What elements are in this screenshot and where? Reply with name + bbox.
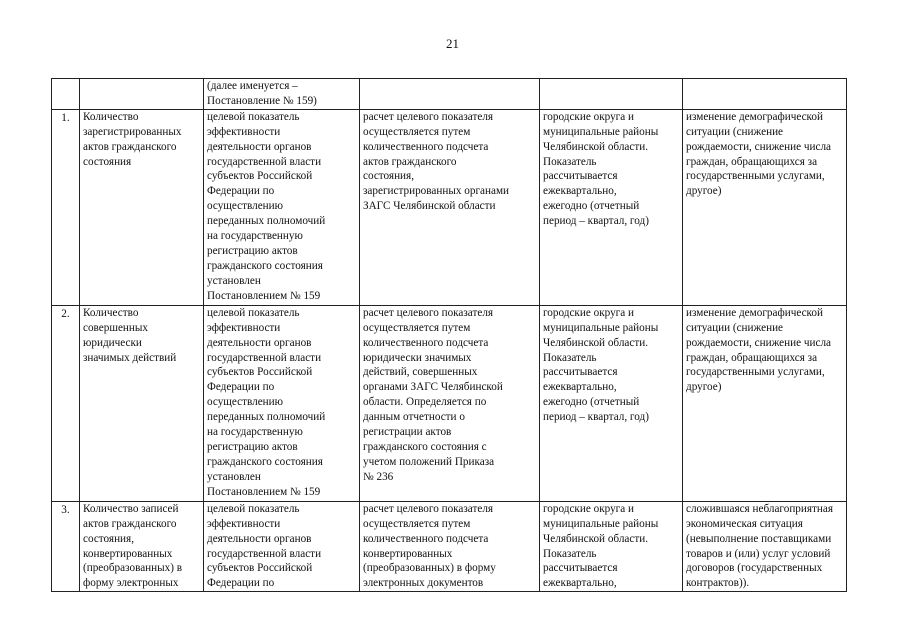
factors-cell: сложившаяся неблагоприятная экономическая ситуация (невыполнение поставщиками товаров и (или) услуг условий договоров (государственных контрактов)). bbox=[683, 501, 847, 591]
factors-cell: изменение демографической ситуации (снижение рождаемости, снижение числа граждан, обращающихся за государственными услугами, другое) bbox=[683, 109, 847, 305]
frequency-cell: городские округа и муниципальные районы Челябинской области. Показатель рассчитывается ежеквартально, ежегодно (отчетный период – квартал, год) bbox=[540, 305, 683, 501]
row-number: 2. bbox=[52, 305, 80, 501]
indicator-cell: Количество зарегистрированных актов гражданского состояния bbox=[80, 109, 204, 305]
table-row bbox=[52, 501, 847, 591]
basis-cell: целевой показатель эффективности деятельности органов государственной власти субъектов Российской Федерации по bbox=[204, 501, 360, 591]
page-number: 21 bbox=[446, 36, 459, 51]
basis-cell: целевой показатель эффективности деятельности органов государственной власти субъектов Российской Федерации по осуществлению переданных полномочий на государственную регистрацию актов гражданского состояния установлен Постановлением № 159 bbox=[204, 109, 360, 305]
method-cell: расчет целевого показателя осуществляется путем количественного подсчета конвертированных (преобразованных) в форму электронных документов bbox=[360, 501, 540, 591]
table-row bbox=[52, 305, 847, 501]
method-cell bbox=[360, 79, 540, 110]
indicator-cell: Количество совершенных юридически значимых действий bbox=[80, 305, 204, 501]
frequency-cell: городские округа и муниципальные районы Челябинской области. Показатель рассчитывается ежеквартально, bbox=[540, 501, 683, 591]
factors-cell bbox=[683, 79, 847, 110]
row-number: 1. bbox=[52, 109, 80, 305]
table-row bbox=[52, 109, 847, 305]
indicator-cell: Количество записей актов гражданского состояния, конвертированных (преобразованных) в форму электронных bbox=[80, 501, 204, 591]
method-cell: расчет целевого показателя осуществляется путем количественного подсчета юридически значимых действий, совершенных органами ЗАГС Челябинской области. Определяется по данным отчетности о регистрации актов гражданского состояния с учетом положений Приказа № 236 bbox=[360, 305, 540, 501]
basis-cell: целевой показатель эффективности деятельности органов государственной власти субъектов Российской Федерации по осуществлению переданных полномочий на государственную регистрацию актов гражданского состояния установлен Постановлением № 159 bbox=[204, 305, 360, 501]
row-number: 3. bbox=[52, 501, 80, 591]
frequency-cell bbox=[540, 79, 683, 110]
frequency-cell: городские округа и муниципальные районы Челябинской области. Показатель рассчитывается ежеквартально, ежегодно (отчетный период – квартал, год) bbox=[540, 109, 683, 305]
table-row bbox=[52, 79, 847, 110]
method-cell: расчет целевого показателя осуществляется путем количественного подсчета актов гражданского состояния, зарегистрированных органами ЗАГС Челябинской области bbox=[360, 109, 540, 305]
factors-cell: изменение демографической ситуации (снижение рождаемости, снижение числа граждан, обращающихся за государственными услугами, другое) bbox=[683, 305, 847, 501]
indicator-cell bbox=[80, 79, 204, 110]
indicators-table bbox=[51, 78, 847, 592]
basis-cell: (далее именуется – Постановление № 159) bbox=[204, 79, 360, 110]
row-number bbox=[52, 79, 80, 110]
